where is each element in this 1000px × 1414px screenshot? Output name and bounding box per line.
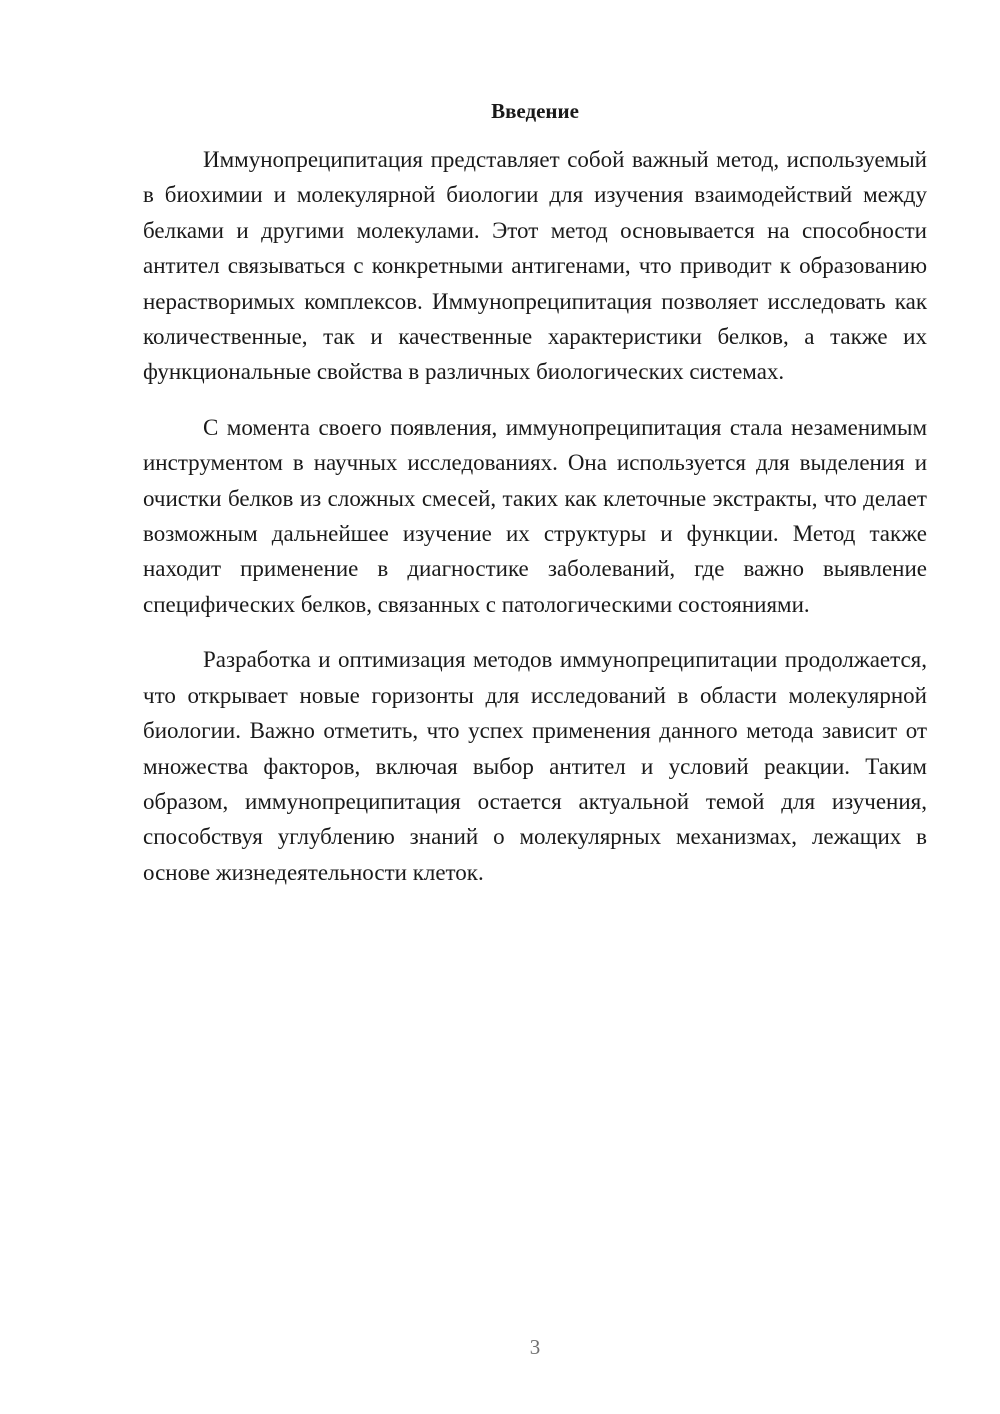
body-text xyxy=(143,142,927,910)
paragraph-3: Разработка и оптимизация методов иммунопреципитации продолжается, что открывает новые горизонты для исследований в области молекулярной биологии. Важно отметить, что успех применения данного метода зависит от множества факторов, включая выбор антител и условий реакции. Таким образом, иммунопреципитация остается актуальной темой для изучения, способствуя углублению знаний о молекулярных механизмах, лежащих в основе жизнедеятельности клеток. xyxy=(143,647,927,885)
section-heading: Введение xyxy=(491,99,579,123)
paragraph-2: С момента своего появления, иммунопреципитация стала незаменимым инструментом в научных исследованиях. Она используется для выделения и очистки белков из сложных смесей, таких как клеточные экстракты, что делает возможным дальнейшее изучение их структуры и функции. Метод также находит применение в диагностике заболеваний, где важно выявление специфических белков, связанных с патологическими состояниями. xyxy=(143,414,927,617)
paragraph-1: Иммунопреципитация представляет собой важный метод, используемый в биохимии и молекулярной биологии для изучения взаимодействий между белками и другими молекулами. Этот метод основывается на способности антител связываться с конкретными антигенами, что приводит к образованию нерастворимых комплексов. Иммунопреципитация позволяет исследовать как количественные, так и качественные характеристики белков, а также их функциональные свойства в различных биологических системах. xyxy=(143,147,927,385)
page-number: 3 xyxy=(529,1335,541,1359)
